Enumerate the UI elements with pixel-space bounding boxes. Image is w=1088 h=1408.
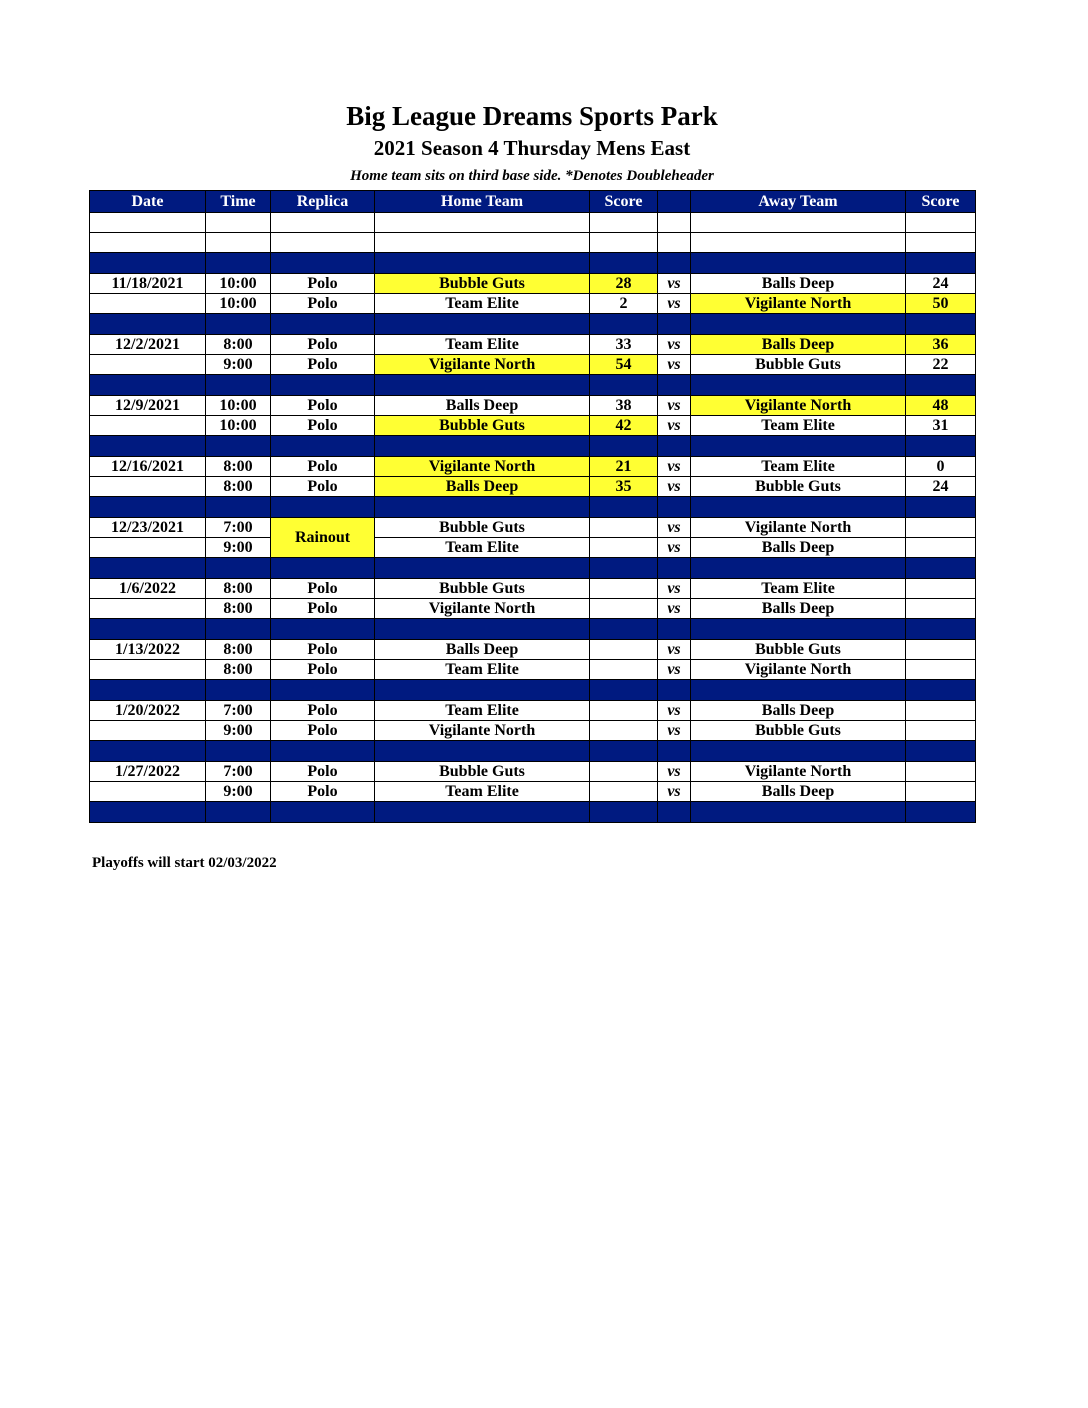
game-date: 11/18/2021	[90, 274, 206, 294]
blank-cell	[90, 213, 206, 233]
blank-cell	[658, 213, 691, 233]
separator-cell	[590, 375, 658, 396]
game-time: 10:00	[206, 416, 271, 436]
separator-cell	[375, 436, 590, 457]
page-title: Big League Dreams Sports Park	[346, 101, 718, 131]
game-date: 1/13/2022	[90, 640, 206, 660]
away-team: Balls Deep	[691, 335, 906, 355]
vs-label: vs	[658, 701, 691, 721]
home-score	[590, 538, 658, 558]
separator-cell	[206, 375, 271, 396]
home-score	[590, 660, 658, 680]
game-time: 7:00	[206, 701, 271, 721]
away-team: Balls Deep	[691, 782, 906, 802]
game-field: Polo	[271, 701, 375, 721]
vs-label: vs	[658, 762, 691, 782]
separator-cell	[691, 619, 906, 640]
game-date	[90, 477, 206, 497]
separator-cell	[658, 253, 691, 274]
game-field: Polo	[271, 355, 375, 375]
vs-label: vs	[658, 477, 691, 497]
separator-cell	[590, 802, 658, 823]
separator-row	[90, 680, 976, 701]
game-row	[90, 701, 976, 721]
away-team: Balls Deep	[691, 538, 906, 558]
away-score: 36	[906, 335, 976, 355]
away-team: Balls Deep	[691, 274, 906, 294]
separator-cell	[271, 619, 375, 640]
game-field: Polo	[271, 477, 375, 497]
away-score	[906, 640, 976, 660]
game-date	[90, 294, 206, 314]
vs-label: vs	[658, 416, 691, 436]
schedule-body	[90, 213, 976, 823]
separator-cell	[206, 253, 271, 274]
vs-label: vs	[658, 518, 691, 538]
game-time: 9:00	[206, 782, 271, 802]
game-time: 9:00	[206, 538, 271, 558]
home-score: 54	[590, 355, 658, 375]
separator-cell	[906, 314, 976, 335]
home-score	[590, 721, 658, 741]
vs-label: vs	[658, 457, 691, 477]
home-score: 21	[590, 457, 658, 477]
separator-cell	[590, 253, 658, 274]
game-date: 12/23/2021	[90, 518, 206, 538]
away-score	[906, 538, 976, 558]
vs-label: vs	[658, 538, 691, 558]
game-time: 10:00	[206, 396, 271, 416]
game-field: Polo	[271, 599, 375, 619]
separator-cell	[271, 802, 375, 823]
away-team: Balls Deep	[691, 701, 906, 721]
home-score: 28	[590, 274, 658, 294]
game-date	[90, 599, 206, 619]
game-time: 9:00	[206, 721, 271, 741]
vs-label: vs	[658, 335, 691, 355]
separator-row	[90, 314, 976, 335]
blank-cell	[691, 233, 906, 253]
separator-cell	[658, 436, 691, 457]
separator-cell	[375, 802, 590, 823]
separator-row	[90, 497, 976, 518]
separator-row	[90, 375, 976, 396]
separator-cell	[906, 253, 976, 274]
separator-row	[90, 741, 976, 762]
separator-cell	[206, 680, 271, 701]
away-team: Team Elite	[691, 416, 906, 436]
separator-cell	[906, 497, 976, 518]
game-time: 8:00	[206, 457, 271, 477]
game-row	[90, 599, 976, 619]
separator-cell	[206, 741, 271, 762]
separator-cell	[375, 558, 590, 579]
separator-cell	[375, 253, 590, 274]
separator-cell	[691, 436, 906, 457]
away-score: 50	[906, 294, 976, 314]
separator-cell	[906, 558, 976, 579]
game-date: 12/9/2021	[90, 396, 206, 416]
col-away-team-header: Away Team	[691, 191, 906, 213]
blank-cell	[271, 233, 375, 253]
game-row	[90, 721, 976, 741]
home-score	[590, 762, 658, 782]
away-team: Team Elite	[691, 457, 906, 477]
home-score: 33	[590, 335, 658, 355]
separator-cell	[691, 558, 906, 579]
game-date	[90, 538, 206, 558]
home-team: Bubble Guts	[375, 274, 590, 294]
schedule-note: Home team sits on third base side. *Denotes Doubleheader	[350, 168, 714, 184]
separator-row	[90, 253, 976, 274]
game-row	[90, 660, 976, 680]
separator-cell	[375, 741, 590, 762]
home-team: Team Elite	[375, 701, 590, 721]
game-time: 8:00	[206, 579, 271, 599]
away-score: 0	[906, 457, 976, 477]
away-team: Vigilante North	[691, 294, 906, 314]
schedule-table	[89, 190, 976, 823]
separator-cell	[206, 436, 271, 457]
game-time: 10:00	[206, 274, 271, 294]
game-date: 1/27/2022	[90, 762, 206, 782]
separator-cell	[658, 314, 691, 335]
away-score	[906, 701, 976, 721]
home-team: Team Elite	[375, 538, 590, 558]
game-field: Polo	[271, 294, 375, 314]
game-date: 12/2/2021	[90, 335, 206, 355]
away-score: 24	[906, 477, 976, 497]
separator-cell	[906, 741, 976, 762]
game-time: 8:00	[206, 599, 271, 619]
vs-label: vs	[658, 294, 691, 314]
game-date: 1/6/2022	[90, 579, 206, 599]
game-row	[90, 782, 976, 802]
game-date	[90, 660, 206, 680]
game-time: 8:00	[206, 660, 271, 680]
vs-label: vs	[658, 782, 691, 802]
away-score	[906, 599, 976, 619]
vs-label: vs	[658, 721, 691, 741]
separator-cell	[90, 436, 206, 457]
game-field: Polo	[271, 335, 375, 355]
home-team: Vigilante North	[375, 721, 590, 741]
separator-cell	[658, 558, 691, 579]
home-score: 35	[590, 477, 658, 497]
game-field: Polo	[271, 640, 375, 660]
blank-cell	[90, 233, 206, 253]
home-score: 38	[590, 396, 658, 416]
separator-cell	[90, 314, 206, 335]
separator-cell	[90, 497, 206, 518]
blank-cell	[271, 213, 375, 233]
game-row	[90, 416, 976, 436]
separator-cell	[90, 741, 206, 762]
separator-cell	[90, 558, 206, 579]
home-team: Bubble Guts	[375, 518, 590, 538]
game-row	[90, 518, 976, 538]
away-team: Vigilante North	[691, 660, 906, 680]
separator-cell	[691, 314, 906, 335]
away-team: Vigilante North	[691, 762, 906, 782]
game-time: 8:00	[206, 335, 271, 355]
separator-cell	[90, 680, 206, 701]
separator-cell	[590, 314, 658, 335]
separator-cell	[691, 497, 906, 518]
game-field: Polo	[271, 416, 375, 436]
away-team: Vigilante North	[691, 396, 906, 416]
home-team: Balls Deep	[375, 396, 590, 416]
separator-cell	[375, 375, 590, 396]
separator-cell	[90, 802, 206, 823]
separator-cell	[590, 497, 658, 518]
game-row	[90, 396, 976, 416]
separator-cell	[375, 314, 590, 335]
col-date-header: Date	[90, 191, 206, 213]
blank-cell	[375, 233, 590, 253]
vs-label: vs	[658, 579, 691, 599]
home-team: Bubble Guts	[375, 762, 590, 782]
away-score	[906, 518, 976, 538]
blank-cell	[906, 213, 976, 233]
separator-cell	[658, 619, 691, 640]
game-time: 8:00	[206, 477, 271, 497]
separator-cell	[691, 802, 906, 823]
blank-cell	[206, 213, 271, 233]
home-team: Team Elite	[375, 294, 590, 314]
col-home-score-header: Score	[590, 191, 658, 213]
away-score: 31	[906, 416, 976, 436]
separator-cell	[691, 680, 906, 701]
separator-cell	[691, 253, 906, 274]
away-score	[906, 660, 976, 680]
away-team: Bubble Guts	[691, 477, 906, 497]
vs-label: vs	[658, 355, 691, 375]
away-team: Bubble Guts	[691, 640, 906, 660]
away-team: Bubble Guts	[691, 721, 906, 741]
game-date	[90, 416, 206, 436]
separator-cell	[375, 497, 590, 518]
separator-cell	[375, 680, 590, 701]
game-row	[90, 335, 976, 355]
blank-cell	[590, 233, 658, 253]
away-score	[906, 721, 976, 741]
game-row	[90, 477, 976, 497]
separator-cell	[658, 680, 691, 701]
home-team: Bubble Guts	[375, 416, 590, 436]
away-team: Team Elite	[691, 579, 906, 599]
separator-cell	[906, 680, 976, 701]
separator-cell	[906, 802, 976, 823]
away-team: Vigilante North	[691, 518, 906, 538]
home-team: Balls Deep	[375, 640, 590, 660]
blank-cell	[691, 213, 906, 233]
col-replica-header: Replica	[271, 191, 375, 213]
home-team: Balls Deep	[375, 477, 590, 497]
separator-cell	[271, 497, 375, 518]
game-field: Polo	[271, 782, 375, 802]
separator-cell	[90, 619, 206, 640]
separator-cell	[271, 741, 375, 762]
separator-cell	[206, 558, 271, 579]
home-score: 2	[590, 294, 658, 314]
blank-cell	[375, 213, 590, 233]
separator-cell	[691, 741, 906, 762]
col-home-team-header: Home Team	[375, 191, 590, 213]
separator-cell	[658, 741, 691, 762]
game-field: Polo	[271, 396, 375, 416]
separator-cell	[590, 558, 658, 579]
vs-label: vs	[658, 660, 691, 680]
playoffs-note: Playoffs will start 02/03/2022	[92, 855, 277, 871]
vs-label: vs	[658, 640, 691, 660]
home-score	[590, 782, 658, 802]
separator-cell	[271, 314, 375, 335]
game-field: Polo	[271, 457, 375, 477]
game-time: 10:00	[206, 294, 271, 314]
blank-cell	[590, 213, 658, 233]
game-date: 1/20/2022	[90, 701, 206, 721]
home-team: Team Elite	[375, 782, 590, 802]
home-score: 42	[590, 416, 658, 436]
game-row	[90, 538, 976, 558]
game-date	[90, 782, 206, 802]
blank-cell	[658, 233, 691, 253]
separator-cell	[590, 619, 658, 640]
col-vs-header	[658, 191, 691, 213]
separator-row	[90, 558, 976, 579]
separator-cell	[271, 558, 375, 579]
game-row	[90, 274, 976, 294]
game-field: Polo	[271, 579, 375, 599]
separator-cell	[590, 741, 658, 762]
away-score: 24	[906, 274, 976, 294]
game-row	[90, 355, 976, 375]
blank-row	[90, 213, 976, 233]
page-subtitle: 2021 Season 4 Thursday Mens East	[373, 136, 691, 160]
game-time: 7:00	[206, 762, 271, 782]
rainout-badge: Rainout	[271, 518, 375, 558]
separator-cell	[590, 436, 658, 457]
game-time: 9:00	[206, 355, 271, 375]
separator-cell	[271, 375, 375, 396]
separator-cell	[691, 375, 906, 396]
game-row	[90, 294, 976, 314]
game-row	[90, 579, 976, 599]
separator-row	[90, 802, 976, 823]
blank-row	[90, 233, 976, 253]
home-score	[590, 640, 658, 660]
away-score	[906, 762, 976, 782]
game-field: Polo	[271, 274, 375, 294]
separator-cell	[90, 375, 206, 396]
separator-row	[90, 436, 976, 457]
home-team: Team Elite	[375, 335, 590, 355]
separator-cell	[206, 802, 271, 823]
home-team: Bubble Guts	[375, 579, 590, 599]
game-row	[90, 640, 976, 660]
separator-cell	[206, 314, 271, 335]
away-team: Bubble Guts	[691, 355, 906, 375]
blank-cell	[906, 233, 976, 253]
game-time: 7:00	[206, 518, 271, 538]
separator-cell	[590, 680, 658, 701]
separator-cell	[271, 680, 375, 701]
separator-cell	[658, 375, 691, 396]
game-date: 12/16/2021	[90, 457, 206, 477]
separator-cell	[271, 253, 375, 274]
separator-cell	[375, 619, 590, 640]
home-team: Team Elite	[375, 660, 590, 680]
home-score	[590, 599, 658, 619]
col-time-header: Time	[206, 191, 271, 213]
game-time: 8:00	[206, 640, 271, 660]
game-field: Polo	[271, 721, 375, 741]
col-away-score-header: Score	[906, 191, 976, 213]
blank-cell	[206, 233, 271, 253]
home-team: Vigilante North	[375, 599, 590, 619]
separator-cell	[90, 253, 206, 274]
separator-cell	[658, 802, 691, 823]
game-date	[90, 355, 206, 375]
separator-cell	[206, 619, 271, 640]
game-field: Polo	[271, 762, 375, 782]
away-score: 22	[906, 355, 976, 375]
game-date	[90, 721, 206, 741]
separator-cell	[206, 497, 271, 518]
header-row	[90, 191, 976, 213]
separator-row	[90, 619, 976, 640]
home-team: Vigilante North	[375, 457, 590, 477]
away-score: 48	[906, 396, 976, 416]
game-row	[90, 762, 976, 782]
separator-cell	[906, 375, 976, 396]
home-team: Vigilante North	[375, 355, 590, 375]
game-field: Polo	[271, 660, 375, 680]
separator-cell	[658, 497, 691, 518]
away-score	[906, 579, 976, 599]
away-score	[906, 782, 976, 802]
separator-cell	[906, 436, 976, 457]
home-score	[590, 701, 658, 721]
away-team: Balls Deep	[691, 599, 906, 619]
home-score	[590, 579, 658, 599]
vs-label: vs	[658, 599, 691, 619]
separator-cell	[271, 436, 375, 457]
home-score	[590, 518, 658, 538]
separator-cell	[906, 619, 976, 640]
vs-label: vs	[658, 396, 691, 416]
vs-label: vs	[658, 274, 691, 294]
game-row	[90, 457, 976, 477]
